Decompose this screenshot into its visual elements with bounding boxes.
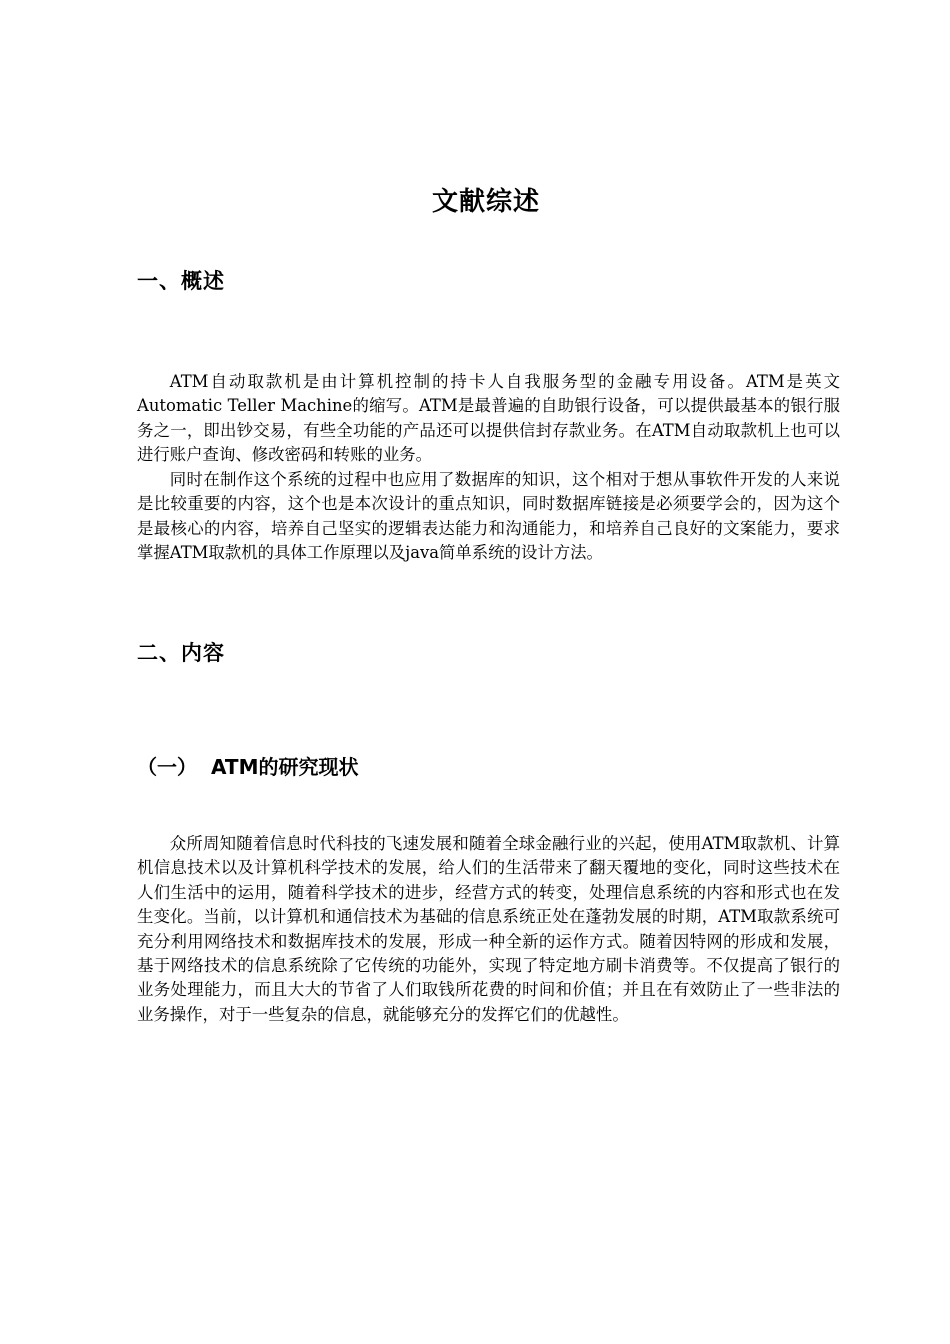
overview-paragraph-1: ATM自动取款机是由计算机控制的持卡人自我服务型的金融专用设备。ATM是英文Automatic Teller Machine的缩写。ATM是最普遍的自助银行设备，可以提供最基本的银行服务之一，即出钞交易，有些全功能的产品还可以提供信封存款业务。在ATM自动取款机上也可以进行账户查询、修改密码和转账的业务。 (137, 372, 840, 465)
section-heading-overview: 一、概述 (137, 269, 225, 293)
subsection-title: ATM的研究现状 (211, 755, 359, 779)
overview-paragraph-2: 同时在制作这个系统的过程中也应用了数据库的知识，这个相对于想从事软件开发的人来说是比较重要的内容，这个也是本次设计的重点知识，同时数据库链接是必须要学会的，因为这个是最核心的内容，培养自己坚实的逻辑表达能力和沟通能力，和培养自己良好的文案能力，要求掌握ATM取款机的具体工作原理以及java简单系统的设计方法。 (137, 470, 840, 563)
subsection-heading (137, 753, 358, 781)
document-title: 文献综述 (431, 187, 540, 217)
subsection-number: （一） (137, 755, 197, 779)
section-heading-content: 二、内容 (137, 641, 225, 665)
research-status-paragraph: 众所周知随着信息时代科技的飞速发展和随着全球金融行业的兴起，使用ATM取款机、计算机信息技术以及计算机科学技术的发展，给人们的生活带来了翻天覆地的变化，同时这些技术在人们生活中的运用，随着科学技术的进步，经营方式的转变，处理信息系统的内容和形式也在发生变化。当前，以计算机和通信技术为基础的信息系统正处在蓬勃发展的时期，ATM取款系统可充分利用网络技术和数据库技术的发展，形成一种全新的运作方式。随着因特网的形成和发展，基于网络技术的信息系统除了它传统的功能外，实现了特定地方刷卡消费等。不仅提高了银行的业务处理能力，而且大大的节省了人们取钱所花费的时间和价值；并且在有效防止了一些非法的业务操作，对于一些复杂的信息，就能够充分的发挥它们的优越性。 (137, 834, 840, 1024)
